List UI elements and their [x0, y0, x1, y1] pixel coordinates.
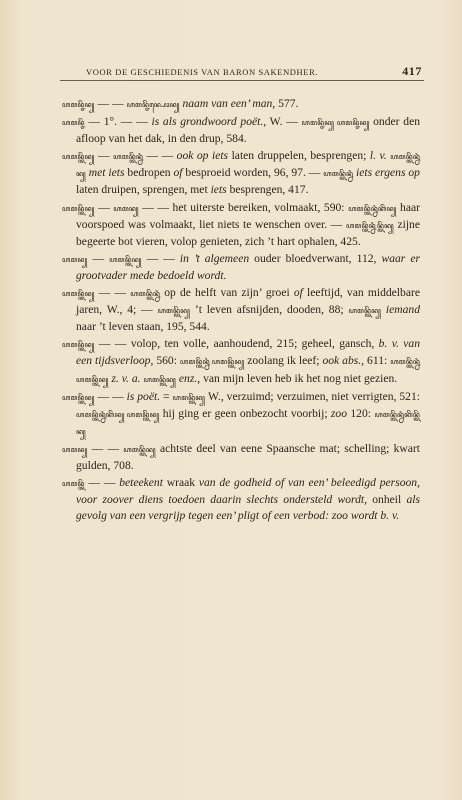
dictionary-entry: ꦲꦩꦤ꧀ꦠꦼꦤ꧀ — ꦲꦩꦤ꧀ꦠꦼꦤ꧀ꦤꦶ — — ook op iets laten druppelen, besprengen; l. v. ꦲꦩꦤ꧀ꦠꦼꦤ꧀ꦤꦶꦤ꧀ met iets bedropen of besproeid worden, 96, 97. — ꦲꦩꦤ꧀ꦠꦼꦤ꧀ꦤꦶ iets ergens op laten druipen, sprengen, met iets besprengen, 417.: [62, 149, 420, 197]
dictionary-entries: [62, 96, 420, 525]
dictionary-entry: ꦲꦩꦤ꧀ꦗꦼ — 1°. — — is als grondwoord poët., W. — ꦲꦩꦤ꧀ꦗꦼꦤ꧀ ꦲꦩꦤ꧀ꦗꦼꦤ꧀ onder den afloop van het dak, in den drup, 584.: [62, 115, 421, 146]
dictionary-entry: ꦲꦩꦤ꧀ — ꦲꦩꦤ꧀ꦠꦼꦤ꧀ — — in ’t algemeen ouder bloedverwant, 112, waar er grootvader mede bedoeld wordt.: [62, 251, 420, 282]
dictionary-entry: ꦲꦩꦤ꧀ꦠꦼꦤ꧀ — — is poët. = ꦲꦩꦤ꧀ꦠꦼꦤ꧀ W., verzuimd; verzuimen, niet verrigten, 521: ꦲꦩꦤ꧀ꦠꦼꦤ꧀ꦤꦶꦏꦼꦤ꧀ ꦲꦩꦤ꧀ꦠꦼꦤ꧀ hij ging er geen onbezocht voorbij; zoo 120: ꦲꦩꦤ꧀ꦠꦼꦤ꧀ꦤꦶꦏꦼꦤ꧀ꦠꦼꦤ꧀: [62, 389, 420, 436]
dictionary-entry: ꦲꦩꦤ꧀ — — ꦲꦩꦤ꧀ꦠꦼꦤ꧀ achtste deel van eene Spaansche mat; schelling; kwart gulden, 708.: [62, 441, 420, 472]
dictionary-entry: ꦲꦩꦤ꧀ꦠꦼꦤ꧀ — ꦲꦩꦤ꧀ — — het uiterste bereiken, volmaakt, 590: ꦲꦩꦤ꧀ꦠꦼꦤ꧀ꦤꦶꦏꦼꦤ꧀ haar voorspoed was volmaakt, liet niets te wenschen over. — ꦲꦩꦤ꧀ꦠꦼꦤ꧀ꦤꦶꦤ꧀ꦠꦼꦤ꧀ zijne begeerte bot vieren, volop genieten, zich ’t hart ophalen, 425.: [62, 200, 421, 248]
dictionary-entry: ꦲꦩꦤ꧀ꦠꦼꦤ꧀ — — ꦲꦩꦤ꧀ꦠꦼꦤ꧀ꦤꦶ op de helft van zijn’ groei of leeftijd, van middelbare jaren, W., 4; — ꦲꦩꦤ꧀ꦠꦼꦤ꧀ ’t leven afsnijden, dooden, 88; ꦲꦩꦤ꧀ꦠꦼꦤ꧀ iemand naar ’t leven staan, 195, 544.: [62, 286, 420, 334]
page-number: 417: [402, 64, 422, 78]
dictionary-entry: ꦲꦩꦤ꧀ꦠꦼꦤ꧀ — — volop, ten volle, aanhoudend, 215; geheel, gansch, b. v. van een tijdsverloop, 560: ꦲꦩꦤ꧀ꦠꦼꦤ꧀ꦤꦶ ꦲꦩꦤ꧀ꦠꦼꦤ꧀ zoolang ik leef; ook abs., 611: ꦲꦩꦤ꧀ꦠꦼꦤ꧀ꦤꦶ ꦲꦩꦤ꧀ꦠꦼꦤ꧀ z. v. a. ꦲꦩꦤ꧀ꦠꦼꦤ꧀ enz., van mijn leven heb ik het nog niet gezien.: [62, 337, 420, 385]
dictionary-entry: ꦲꦩꦤ꧀ꦠꦼ — — beteekent wraak van de godheid of van een’ beleedigd persoon, voor zoover diens toedoen daarin slechts ondersteld wordt, onheil als gevolg van een vergrijp tegen een’ pligt of een verbod: zoo wordt b. v.: [62, 476, 420, 523]
running-header: [86, 64, 422, 79]
header-rule: [60, 80, 424, 81]
running-title: VOOR DE GESCHIEDENIS VAN BARON SAKENDHER.: [86, 67, 319, 77]
dictionary-entry: ꦲꦩꦤ꧀ꦗꦼꦤ꧀ — — ꦲꦩꦤ꧀ꦗꦼꦤ꧀ꦥꦺꦴꦤ꧀ naam van een’ man, 577.: [62, 97, 299, 110]
